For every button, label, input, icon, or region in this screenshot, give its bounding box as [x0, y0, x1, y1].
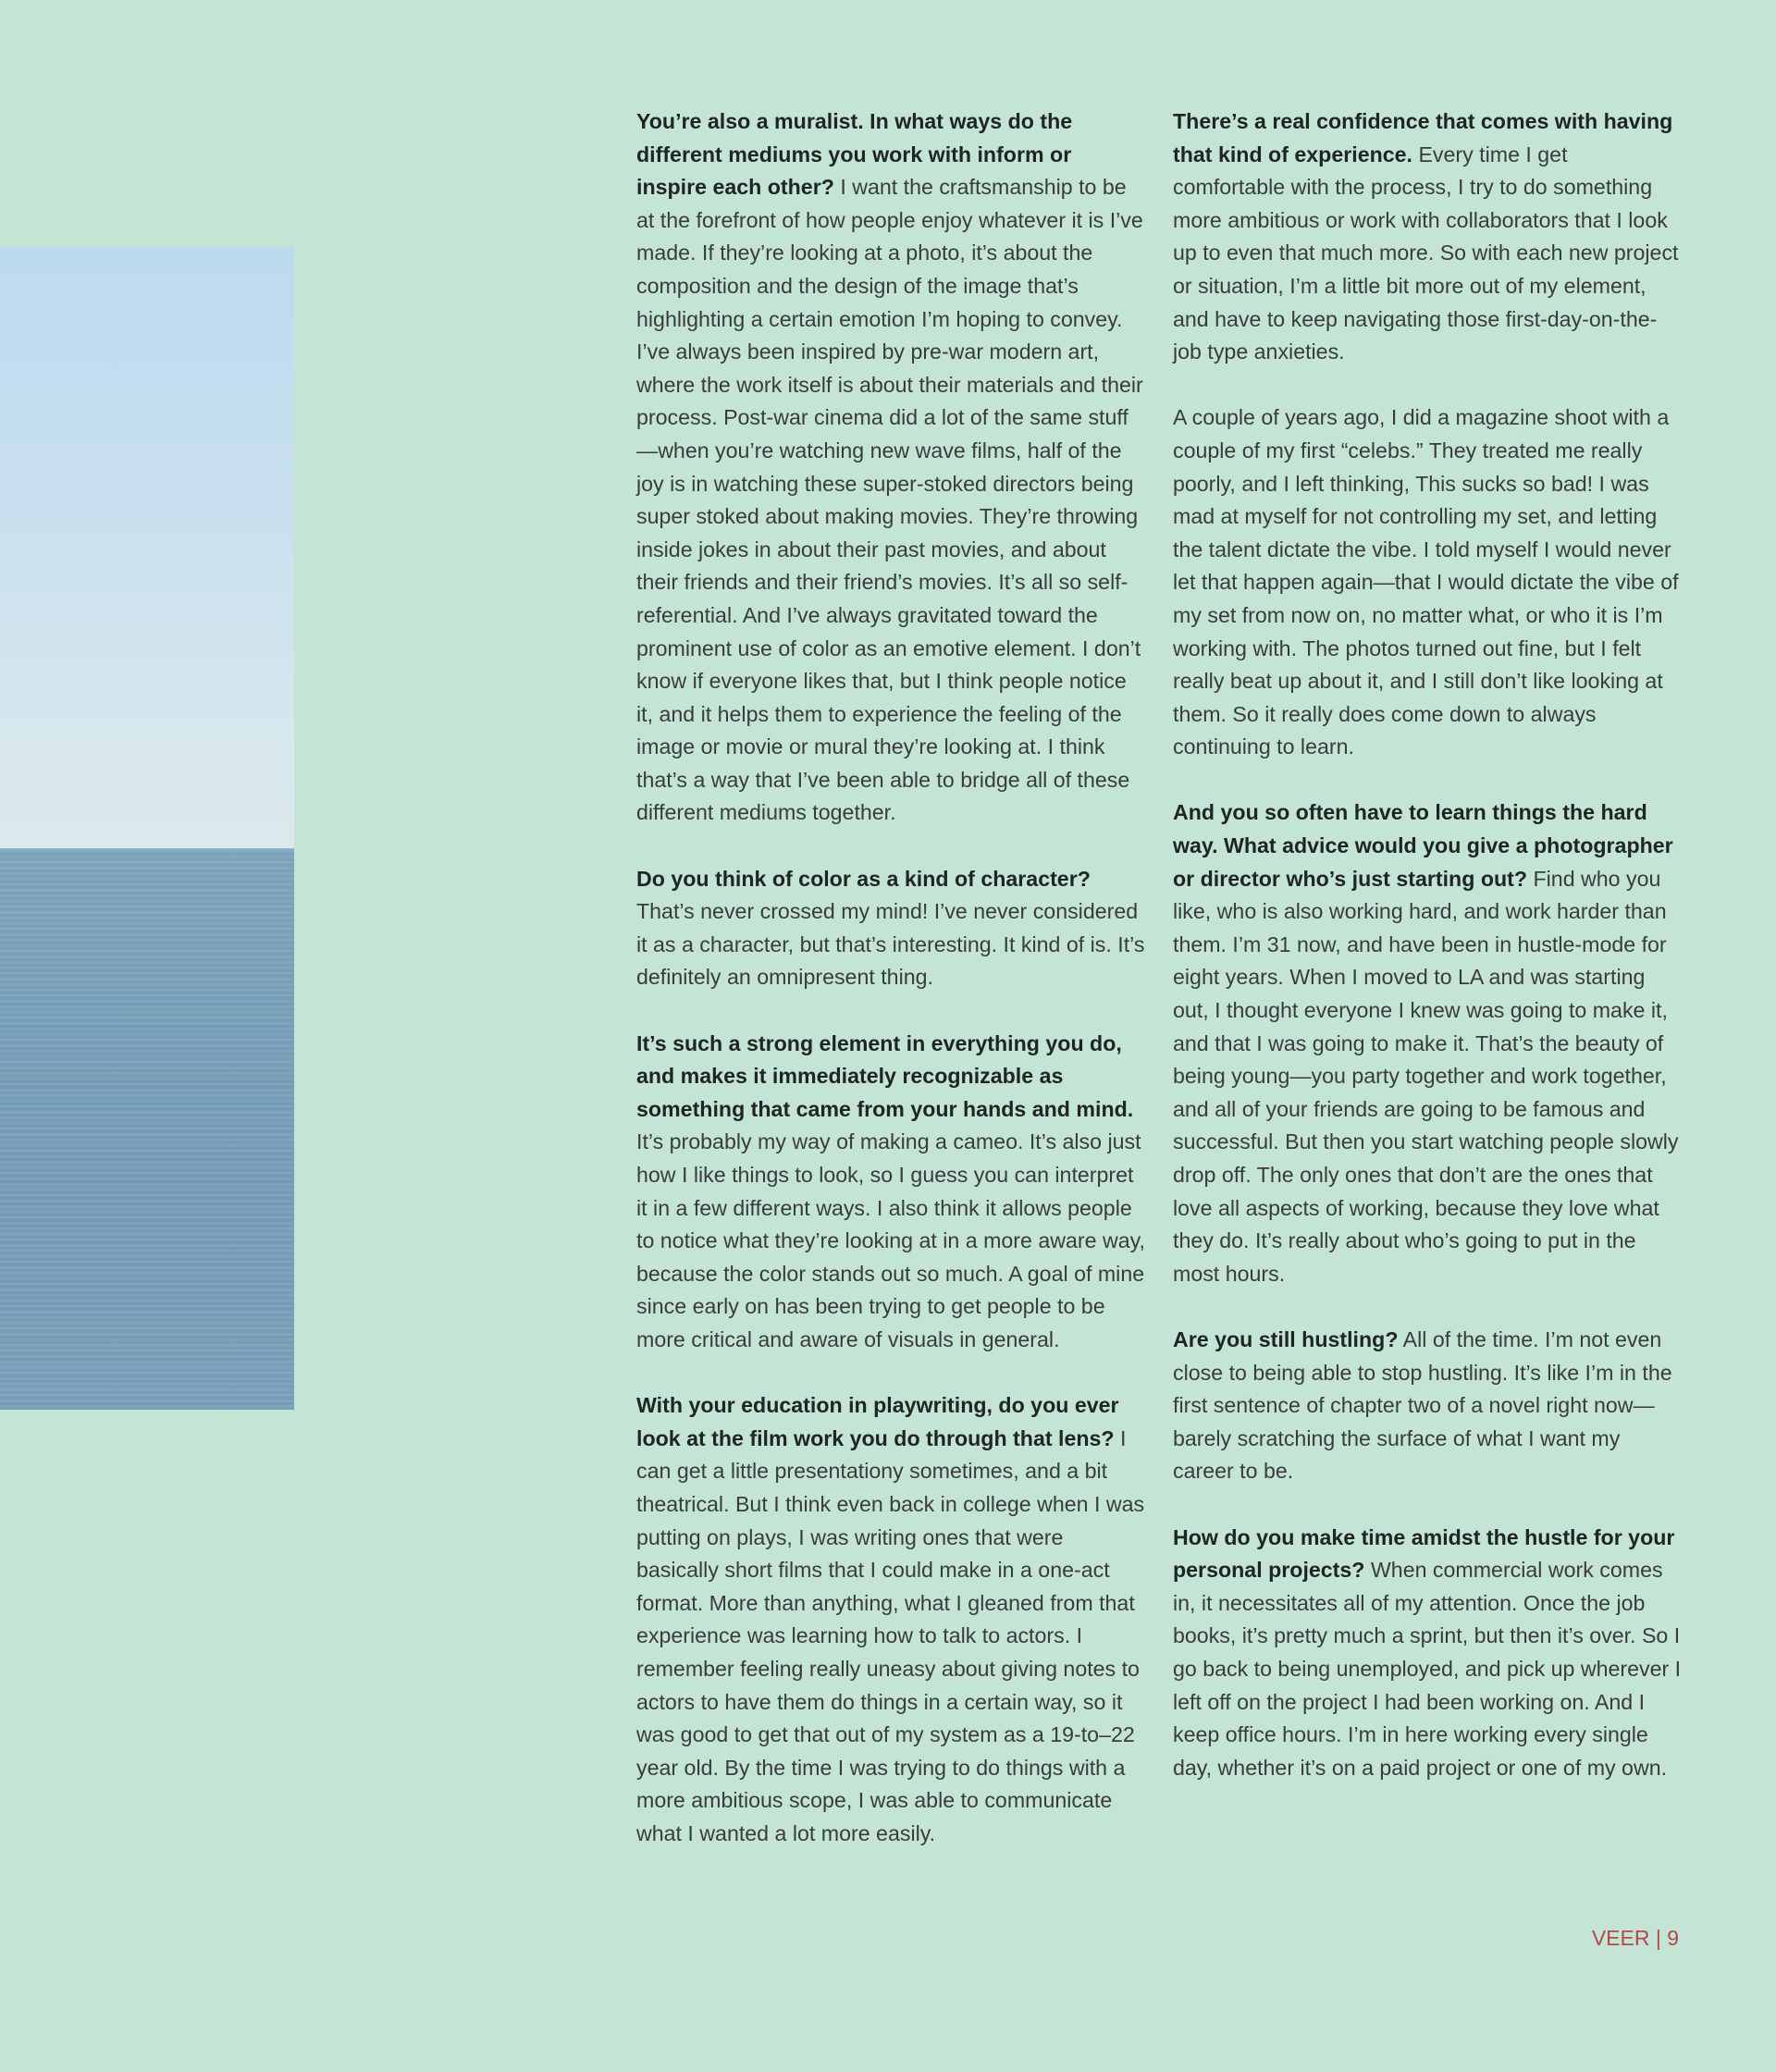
qa-paragraph — [1173, 1324, 1682, 1488]
qa-paragraph — [1173, 1522, 1682, 1785]
qa-paragraph — [1173, 401, 1682, 764]
answer: I can get a little presentationy sometimes, and a bit theatrical. But I think even back in college when I was putting on plays, I was writing ones that were basically short films that I could make in a one-act format. More than anything, what I gleaned from that experience was learning how to talk to actors. I remember feeling really uneasy about giving notes to actors to have them do things in a certain way, so it was good to get that out of my system as a 19-to–22 year old. By the time I was trying to do things with a more ambitious scope, I was able to communicate what I wanted a lot more easily. — [636, 1425, 1145, 1845]
answer: Find who you like, who is also working hard, and work harder than them. I’m 31 now, and have been in hustle-mode for eight years. When I moved to LA and was starting out, I thought everyone I knew was going to make it, and that I was going to make it. That’s the beauty of being young—you party together and work together, and all of your friends are going to be famous and successful. But then you start watching people slowly drop off. The only ones that don’t are the ones that love all aspects of working, because they love what they do. It’s really about who’s going to put in the most hours. — [1173, 866, 1679, 1286]
answer: That’s never crossed my mind! I’ve never considered it as a character, but that’s interesting. It kind of is. It’s definitely an omnipresent thing. — [636, 899, 1145, 990]
qa-paragraph — [1173, 105, 1682, 369]
page-folio: VEER | 9 — [1591, 1926, 1679, 1950]
question: Are you still hustling? — [1173, 1326, 1399, 1351]
answer: It’s probably my way of making a cameo. It’s also just how I like things to look, so I guess you can interpret it in a few different ways. I also think it allows people to notice what they’re looking at in a more aware way, because the color stands out so much. A goal of mine since early on has been trying to get people to be more critical and aware of visuals in general. — [636, 1129, 1145, 1351]
answer: All of the time. I’m not even close to being able to stop hustling. It’s like I’m in the first sentence of chapter two of a novel right now—barely scratching the surface of what I want my career to be. — [1173, 1326, 1672, 1484]
answer: I want the craftsmanship to be at the forefront of how people enjoy whatever it is I’ve made. If they’re looking at a photo, it’s about the composition and the design of the image that’s highlighting a certain emotion I’m hoping to convey. I’ve always been inspired by pre-war modern art, where the work itself is about their materials and their process. Post-war cinema did a lot of the same stuff—when you’re watching new wave films, half of the joy is in watching these super-stoked directors being super stoked about making movies. They’re throwing inside jokes in about their past movies, and about their friends and their friend’s movies. It’s all so self-referential. And I’ve always gravitated toward the prominent use of color as an emotive element. I don’t know if everyone likes that, but I think people notice it, and it helps them to experience the feeling of the image or movie or mural they’re looking at. I think that’s a way that I’ve been able to bridge all of these different mediums together. — [636, 175, 1143, 825]
ocean-horizon-photo — [0, 247, 294, 1410]
question: And you so often have to learn things the hard way. What advice would you give a photographer or director who’s just starting out? — [1173, 800, 1673, 891]
question: You’re also a muralist. In what ways do the different mediums you work with inform or inspire each other? — [636, 109, 1073, 200]
article-column-right — [1173, 105, 1682, 1818]
question: How do you make time amidst the hustle for your personal projects? — [1173, 1524, 1675, 1583]
article-column-left — [636, 105, 1145, 1883]
answer: When commercial work comes in, it necessitates all of my attention. Once the job books, it’s pretty much a sprint, but then it’s over. So I go back to being unemployed, and pick up wherever I left off on the project I had been working on. And I keep office hours. I’m in here working every single day, whether it’s on a paid project or one of my own. — [1173, 1558, 1682, 1780]
question: It’s such a strong element in everything you do, and makes it immediately recognizable as something that came from your hands and mind. — [636, 1030, 1134, 1121]
qa-paragraph — [636, 863, 1145, 994]
qa-paragraph — [636, 1028, 1145, 1357]
question: There’s a real confidence that comes with having that kind of experience. — [1173, 109, 1673, 166]
question: With your education in playwriting, do you ever look at the film work you do through that lens? — [636, 1393, 1119, 1450]
qa-paragraph — [636, 105, 1145, 830]
answer: A couple of years ago, I did a magazine shoot with a couple of my first “celebs.” They treated me really poorly, and I left thinking, This sucks so bad! I was mad at myself for not controlling my set, and letting the talent dictate the vibe. I told myself I would never let that happen again—that I would dictate the vibe of my set from now on, no matter what, or who it is I’m working with. The photos turned out fine, but I felt really beat up about it, and I still don’t like looking at them. So it really does come down to always continuing to learn. — [1173, 405, 1679, 759]
answer: Every time I get comfortable with the process, I try to do something more ambitious or work with collaborators that I look up to even that much more. So with each new project or situation, I’m a little bit more out of my element, and have to keep navigating those first-day-on-the-job type anxieties. — [1173, 142, 1679, 364]
qa-paragraph — [636, 1389, 1145, 1850]
sky — [0, 247, 294, 850]
sea — [0, 850, 294, 1410]
qa-paragraph — [1173, 796, 1682, 1290]
question: Do you think of color as a kind of character? — [636, 866, 1091, 891]
